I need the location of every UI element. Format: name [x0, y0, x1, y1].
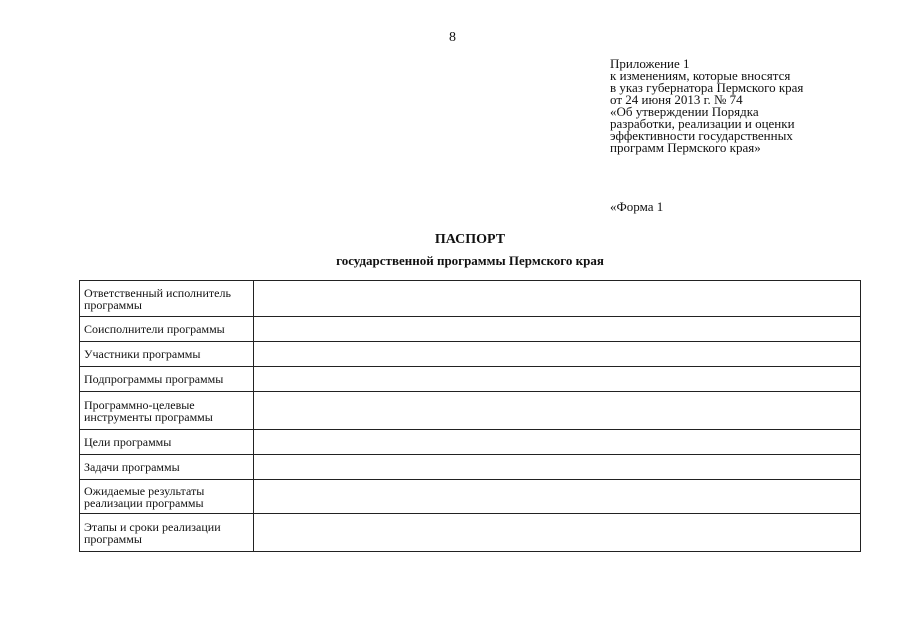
row-label: Участники программы	[80, 342, 254, 367]
row-label: Ответственный исполнитель программы	[80, 281, 254, 317]
passport-table	[79, 280, 861, 552]
appendix-line: от 24 июня 2013 г. № 74	[610, 92, 743, 107]
document-title: ПАСПОРТ	[434, 232, 506, 247]
document-subtitle: государственной программы Пермского края	[336, 253, 604, 268]
table-row	[80, 281, 861, 317]
row-value-cell	[254, 430, 861, 455]
page-number: 8	[449, 30, 456, 45]
row-label: Программно-целевые инструменты программы	[80, 392, 254, 430]
table-row	[80, 514, 861, 552]
row-value-cell	[254, 392, 861, 430]
row-label: Подпрограммы программы	[80, 367, 254, 392]
appendix-line: «Об утверждении Порядка	[610, 104, 759, 119]
table-row	[80, 317, 861, 342]
row-label: Ожидаемые результаты реализации программы	[80, 480, 254, 514]
row-label: Соисполнители программы	[80, 317, 254, 342]
table-row	[80, 480, 861, 514]
row-value-cell	[254, 281, 861, 317]
table-row	[80, 430, 861, 455]
row-label: Задачи программы	[80, 455, 254, 480]
table-row	[80, 392, 861, 430]
table-row	[80, 367, 861, 392]
row-value-cell	[254, 514, 861, 552]
row-value-cell	[254, 367, 861, 392]
appendix-line: программ Пермского края»	[610, 140, 761, 155]
appendix-line: в указ губернатора Пермского края	[610, 80, 804, 95]
row-value-cell	[254, 317, 861, 342]
appendix-line: эффективности государственных	[610, 128, 793, 143]
appendix-line: к изменениям, которые вносятся	[610, 68, 791, 83]
table-row	[80, 342, 861, 367]
row-value-cell	[254, 342, 861, 367]
row-value-cell	[254, 480, 861, 514]
appendix-line: Приложение 1	[610, 56, 690, 71]
appendix-block	[610, 58, 890, 154]
appendix-line: разработки, реализации и оценки	[610, 116, 795, 131]
row-value-cell	[254, 455, 861, 480]
row-label: Этапы и сроки реализации программы	[80, 514, 254, 552]
row-label: Цели программы	[80, 430, 254, 455]
form-label: «Форма 1	[610, 199, 664, 214]
table-row	[80, 455, 861, 480]
